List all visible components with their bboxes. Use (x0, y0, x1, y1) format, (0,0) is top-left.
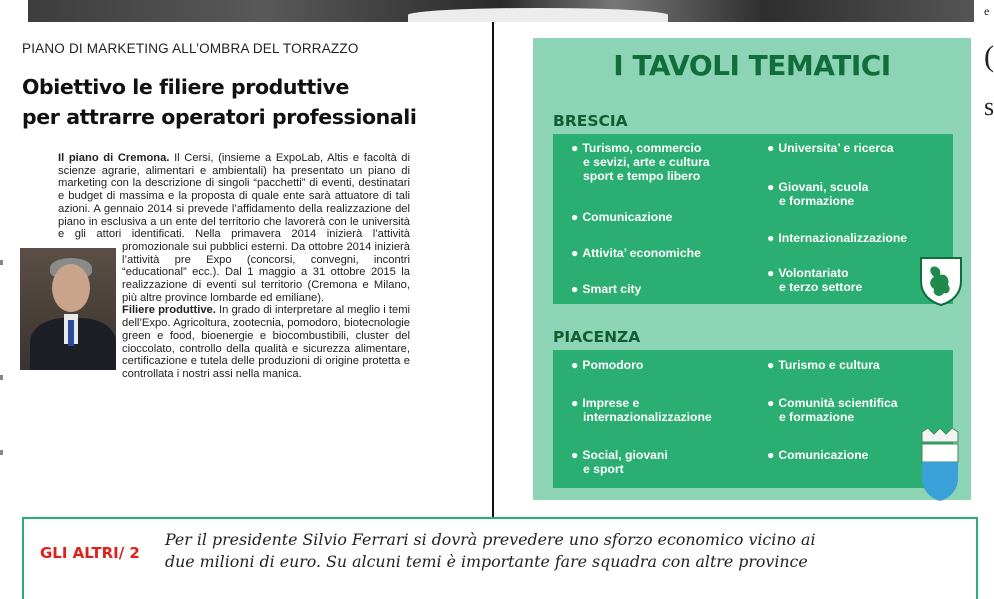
article-body (58, 152, 410, 381)
topic-item: ● Attivita’ economiche (571, 246, 701, 260)
bullet-icon: ● (767, 396, 775, 410)
tavoli-tematici-box (533, 38, 971, 500)
bullet-icon: ● (767, 180, 775, 194)
paragraph-text: In grado di interpretare al meglio i temi dell’Expo. Agricoltura, zootecnia, pomodoro, biotecnologie green e food, bioenergie e biocombustibili, cluster del cioccolato, controllo della qualità e sicurezza alimentare, certificazione e tutela delle produzioni di origine protetta e controllata i nostri assi nella manica. (122, 304, 410, 380)
topic-item: ● Internazionalizzazione (767, 231, 908, 245)
piacenza-panel (553, 350, 953, 488)
adjacent-column-fragment: ( (984, 40, 994, 73)
topic-item: ● Smart city (571, 282, 642, 296)
topic-item: ● Pomodoro (571, 358, 644, 372)
edge-mark (0, 450, 3, 455)
section-label-piacenza: PIACENZA (553, 328, 641, 346)
bullet-icon: ● (767, 231, 775, 245)
bullet-icon: ● (767, 358, 775, 372)
edge-mark (0, 375, 3, 380)
topic-item: ● Universita’ e ricerca (767, 141, 894, 155)
topic-item: ● Imprese e internazionalizzazione (571, 396, 712, 424)
gli-altri-box (22, 517, 978, 599)
bullet-icon: ● (767, 141, 775, 155)
bullet-icon: ● (571, 210, 579, 224)
top-photo-strip (28, 0, 974, 22)
gli-altri-label: GLI ALTRI/ 2 (40, 544, 140, 562)
bullet-icon: ● (571, 396, 579, 410)
section-label-brescia: BRESCIA (553, 112, 628, 130)
topic-item: ● Turismo e cultura (767, 358, 880, 372)
bullet-icon: ● (571, 282, 579, 296)
column-divider (492, 22, 494, 583)
bullet-icon: ● (767, 266, 775, 280)
bullet-icon: ● (571, 448, 579, 462)
topic-item: ● Turismo, commercio e sevizi, arte e cultura sport e tempo libero (571, 141, 710, 183)
headline-line: Obiettivo le filiere produttive (22, 75, 349, 99)
adjacent-column-fragment: s (984, 92, 994, 121)
topic-item: ● Social, giovani e sport (571, 448, 668, 476)
portrait-photo (20, 248, 116, 370)
topic-item: ● Comunicazione (571, 210, 673, 224)
article-headline (22, 72, 482, 132)
paragraph-lead: Il piano di Cremona. (58, 152, 170, 164)
topic-item: ● Comunità scientifica e formazione (767, 396, 898, 424)
paragraph-text: Il Cersi, (insieme a ExpoLab, Altis e facoltà di scienze agrarie, alimentari e ambientali) ha presentato un piano di marketing con la descrizione di singoli “pacchetti” di eventi, destinatari e budget di massima e la proposta di quale ente sarà attuatore di tali azioni. A gennaio 2014 si prevede l’affidamento della realizzazione del piano in esclusiva a un ente del territorio che lavorerà con le università e gli attori identificati. Nella primavera 2014 inizierà l’attività promozionale sui pubblici esterni. Da ottobre 2014 inizierà l’attività pre Expo (concorsi, convegni, incontri “educational” ecc.). Dal 1 maggio a 31 ottobre 2015 la realizzazione di eventi sul territorio (Cremona e Milano, più altre province lombarde ed emiliane). (58, 152, 410, 304)
topic-item: ● Giovani, scuola e formazione (767, 180, 869, 208)
paragraph (58, 152, 410, 304)
bullet-icon: ● (571, 358, 579, 372)
quote-line: Per il presidente Silvio Ferrari si dovrà prevedere uno sforzo economico vicino ai (165, 530, 816, 549)
brescia-panel (553, 134, 953, 304)
headline-line: per attrarre operatori professionali (22, 105, 417, 129)
bullet-icon: ● (571, 246, 579, 260)
bullet-icon: ● (571, 141, 579, 155)
topic-item: ● Comunicazione (767, 448, 869, 462)
topic-item: ● Volontariato e terzo settore (767, 266, 863, 294)
shield-crown-crest-icon (918, 428, 962, 502)
bullet-icon: ● (767, 448, 775, 462)
edge-mark (0, 260, 3, 265)
box-title: I TAVOLI TEMATICI (613, 49, 891, 82)
shield-lion-crest-icon (918, 255, 964, 307)
adjacent-column-fragment: e (984, 4, 990, 18)
paragraph-lead: Filiere produttive. (122, 304, 216, 317)
quote-line: due milioni di euro. Su alcuni temi è importante fare squadra con altre province (165, 552, 808, 571)
quote-text (165, 529, 965, 573)
article-kicker: PIANO DI MARKETING ALL’OMBRA DEL TORRAZZO (22, 41, 359, 56)
